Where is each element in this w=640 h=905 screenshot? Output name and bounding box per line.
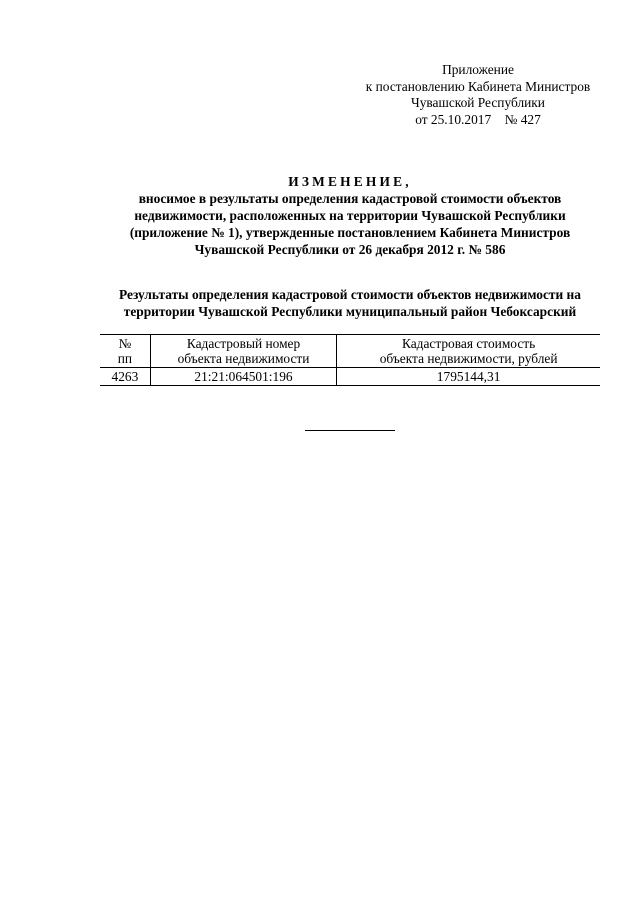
appendix-block bbox=[340, 62, 616, 128]
header-cadastral-number bbox=[150, 335, 336, 368]
cell-number: 4263 bbox=[100, 368, 150, 386]
header-cadastral-value bbox=[337, 335, 600, 368]
appendix-line-4: от 25.10.2017 № 427 bbox=[415, 111, 541, 127]
header-cadastral-line-1: Кадастровый номер bbox=[186, 336, 301, 351]
appendix-line-1: Приложение bbox=[442, 62, 514, 77]
subtitle-line-4: Чувашской Республики от 26 декабря 2012 г. № 586 bbox=[194, 242, 506, 257]
results-title bbox=[100, 286, 600, 320]
appendix-line-2: к постановлению Кабинета Министров bbox=[365, 78, 591, 94]
appendix-line-3: Чувашской Республики bbox=[411, 95, 545, 110]
header-cadastral-line-2: объекта недвижимости bbox=[177, 351, 310, 366]
document-title: ИЗМЕНЕНИЕ, bbox=[288, 174, 412, 189]
results-title-line-1: Результаты определения кадастровой стоимости объектов недвижимости на bbox=[119, 287, 581, 302]
closing-divider bbox=[305, 430, 395, 431]
header-number bbox=[100, 335, 150, 368]
subtitle-line-2: недвижимости, расположенных на территории Чувашской Республики bbox=[134, 208, 566, 223]
cell-cadastral-number: 21:21:064501:196 bbox=[150, 368, 336, 386]
subtitle-line-1: вносимое в результаты определения кадастровой стоимости объектов bbox=[138, 191, 562, 206]
header-value-line-1: Кадастровая стоимость bbox=[401, 336, 536, 351]
table-row bbox=[100, 368, 600, 386]
results-title-line-2: территории Чувашской Республики муниципальный район Чебоксарский bbox=[123, 304, 577, 319]
cadastral-table bbox=[100, 334, 600, 386]
document-subtitle bbox=[0, 190, 640, 258]
cell-cadastral-value: 1795144,31 bbox=[337, 368, 600, 386]
table-header-row bbox=[100, 335, 600, 368]
header-value-line-2: объекта недвижимости, рублей bbox=[379, 351, 558, 366]
header-number-line-2: пп bbox=[117, 351, 133, 366]
subtitle-line-3: (приложение № 1), утвержденные постановлением Кабинета Министров bbox=[129, 225, 571, 240]
header-number-line-1: № bbox=[118, 336, 132, 351]
